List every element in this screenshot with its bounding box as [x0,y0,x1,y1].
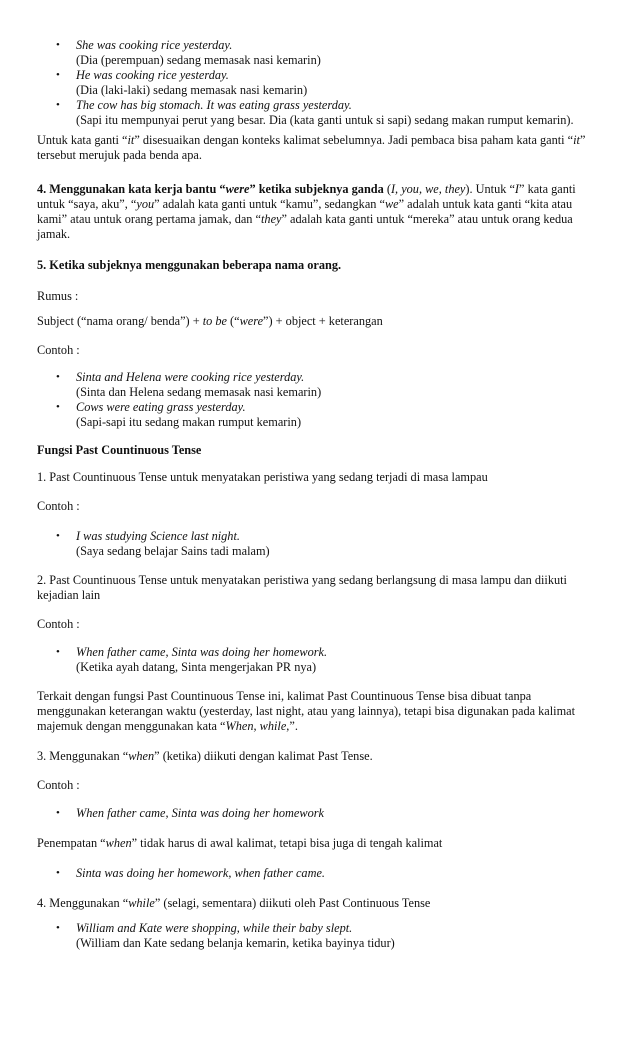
bullet-icon: • [56,99,60,111]
example-sentence: She was cooking rice yesterday. [76,38,233,52]
example-list-f1 [0,529,600,559]
section-4-heading: 4. Menggunakan kata kerja bantu “ [37,182,226,196]
example-sentence: Sinta was doing her homework, when father came. [76,866,325,880]
list-item [0,645,600,675]
bullet-icon: • [56,530,60,542]
translation: (Sapi-sapi itu sedang makan rumput kemarin) [76,415,302,429]
example-sentence: William and Kate were shopping, while their baby slept. [76,921,353,935]
section-4-paragraph: 4. Menggunakan kata kerja bantu “were” ketika subjeknya ganda (I, you, we, they). Untuk “I” kata ganti untuk “saya, aku”, “you” adalah kata ganti untuk “kamu”, sedangkan “we” adalah untuk kata ganti “kita atau kami” atau untuk orang pertama jamak, dan “they” adalah kata ganti untuk “mereka” atau untuk orang kedua jamak. [37,182,576,241]
example-sentence: He was cooking rice yesterday. [76,68,229,82]
bullet-icon: • [56,922,60,934]
bullet-icon: • [56,401,60,413]
list-item [0,68,600,98]
example-sentence: The cow has big stomach. It was eating grass yesterday. [76,98,352,112]
example-list-while [0,921,600,951]
example-list-names [0,370,600,430]
example-sentence: I was studying Science last night. [76,529,240,543]
list-item [0,921,600,951]
translation: (Sinta dan Helena sedang memasak nasi kemarin) [76,385,322,399]
paragraph-terkait: Terkait dengan fungsi Past Countinuous Tense ini, kalimat Past Countinuous Tense bisa dibuat tanpa menggunakan keterangan waktu (yesterday, last night, atau yang lainnya), tetapi bisa digunakan pada kalimat majemuk dengan menggunakan kata “When, while,”. [37,689,576,733]
list-item [0,529,600,559]
translation: (Sapi itu mempunyai perut yang besar. Dia (kata ganti untuk si sapi) sedang makan rumput kemarin). [76,113,574,127]
list-item [0,370,600,400]
translation: (Dia (laki-laki) sedang memasak nasi kemarin) [76,83,308,97]
bullet-icon: • [56,371,60,383]
translation: (Ketika ayah datang, Sinta mengerjakan PR nya) [76,660,317,674]
list-item [0,400,600,430]
example-sentence: When father came, Sinta was doing her homework [76,806,324,820]
example-list-f2 [0,645,600,675]
contoh-label: Contoh : [37,343,80,357]
list-item [0,866,600,881]
list-item [0,806,600,821]
rumus-label: Rumus : [37,289,79,303]
example-list-pronouns [0,38,600,128]
list-item [0,38,600,68]
translation: (Saya sedang belajar Sains tadi malam) [76,544,270,558]
translation: (Dia (perempuan) sedang memasak nasi kemarin) [76,53,321,67]
bullet-icon: • [56,646,60,658]
formula: Subject (“nama orang/ benda”) + to be (“were”) + object + keterangan [37,314,383,328]
list-item [0,98,600,128]
translation: (William dan Kate sedang belanja kemarin, ketika bayinya tidur) [76,936,395,950]
contoh-label: Contoh : [37,778,80,792]
fungsi-3: 3. Menggunakan “when” (ketika) diikuti dengan kalimat Past Tense. [37,749,373,763]
fungsi-heading: Fungsi Past Countinuous Tense [37,443,202,457]
example-sentence: When father came, Sinta was doing her homework. [76,645,328,659]
fungsi-2: 2. Past Countinuous Tense untuk menyatakan peristiwa yang sedang berlangsung di masa lampu dan diikuti kejadian lain [37,573,567,602]
paragraph-it: Untuk kata ganti “it” disesuaikan dengan konteks kalimat sebelumnya. Jadi pembaca bisa paham kata ganti “it” tersebut merujuk pada benda apa. [37,133,586,162]
section-5-heading: 5. Ketika subjeknya menggunakan beberapa nama orang. [37,258,342,272]
contoh-label: Contoh : [37,499,80,513]
example-list-when [0,866,600,881]
contoh-label: Contoh : [37,617,80,631]
example-sentence: Cows were eating grass yesterday. [76,400,246,414]
example-sentence: Sinta and Helena were cooking rice yesterday. [76,370,305,384]
bullet-icon: • [56,39,60,51]
fungsi-4: 4. Menggunakan “while” (selagi, sementara) diikuti oleh Past Continuous Tense [37,896,431,910]
bullet-icon: • [56,69,60,81]
bullet-icon: • [56,867,60,879]
bullet-icon: • [56,807,60,819]
example-list-f3 [0,806,600,821]
fungsi-1: 1. Past Countinuous Tense untuk menyatakan peristiwa yang sedang terjadi di masa lampau [37,470,488,484]
paragraph-penempatan: Penempatan “when” tidak harus di awal kalimat, tetapi bisa juga di tengah kalimat [37,836,443,850]
